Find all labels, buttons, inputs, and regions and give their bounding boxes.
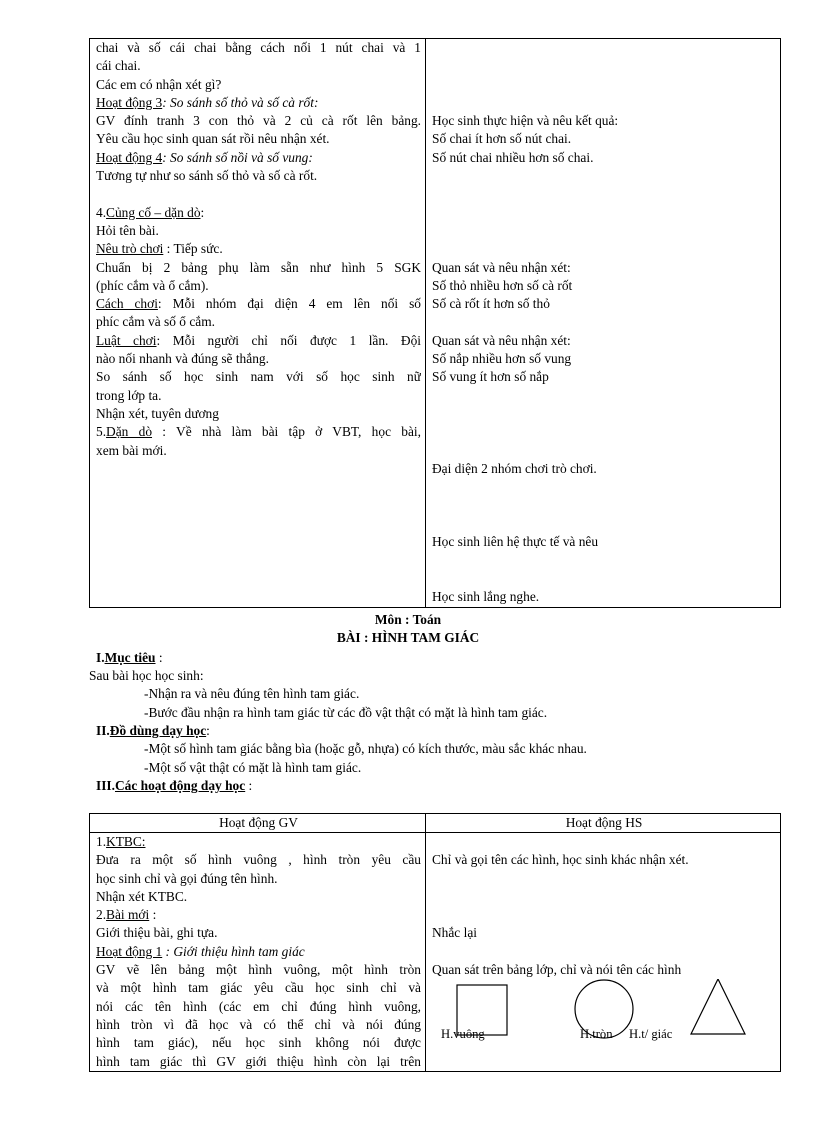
- text-line: Nhắc lại: [432, 925, 477, 941]
- underlined-text: Dặn dò: [106, 424, 153, 440]
- text-line: [432, 204, 776, 222]
- text-line: [432, 888, 776, 906]
- text-line: Số chai ít hơn số nút chai.: [432, 131, 572, 147]
- text-line: Hỏi tên bài.: [96, 222, 159, 238]
- text-line: Giới thiệu bài, ghi tựa.: [96, 925, 218, 941]
- activity-table-continued: [89, 38, 781, 608]
- underlined-text: Hoạt động 4: [96, 149, 163, 165]
- section-colon: :: [155, 650, 163, 665]
- italic-text: : So sánh số thỏ và số cà rốt:: [162, 94, 319, 110]
- section-colon: :: [206, 723, 210, 738]
- underlined-text: Bài mới: [106, 907, 150, 923]
- text-line: [432, 870, 776, 888]
- inline-text: :: [149, 907, 157, 923]
- text-line: [432, 515, 776, 533]
- section-colon: :: [245, 778, 253, 793]
- inline-text: :: [200, 204, 205, 220]
- triangle-shape: [691, 979, 745, 1034]
- text-line: (phíc cắm và ổ cắm).: [96, 277, 209, 293]
- text-line: Số nắp nhiều hơn số vung: [432, 351, 572, 367]
- underlined-text: KTBC:: [106, 834, 146, 849]
- text-line: Đại diện 2 nhóm chơi trò chơi.: [432, 460, 597, 476]
- inline-text: 5.: [96, 424, 107, 440]
- text-line: [432, 551, 776, 569]
- text-line: [96, 94, 421, 112]
- text-line: [96, 185, 421, 203]
- inline-text: : Tiếp sức.: [163, 241, 223, 257]
- teacher-activity-lines: [96, 39, 421, 460]
- text-line: Nhận xét, tuyên dương: [96, 405, 219, 421]
- text-line: [96, 906, 421, 924]
- student-activity-cell: [426, 39, 781, 608]
- text-line: phíc cắm và số ổ cắm.: [96, 314, 215, 330]
- header-teacher-activity: Hoạt động GV: [90, 814, 426, 833]
- inline-text: 1.: [96, 834, 107, 849]
- text-line: [96, 332, 421, 350]
- text-line: Nhận xét KTBC.: [96, 888, 188, 904]
- text-line: [432, 570, 776, 588]
- text-line: xem bài mới.: [96, 442, 167, 458]
- teacher-activity-lines: [96, 833, 421, 1071]
- text-line: [96, 240, 421, 258]
- text-line: và một hình tam giác yêu cầu học sinh chỉ và: [96, 980, 421, 996]
- underlined-text: Hoạt động 1: [96, 943, 163, 959]
- underlined-text: Cách chơi: [96, 296, 158, 312]
- text-line: trong lớp ta.: [96, 387, 162, 403]
- text-line: [432, 39, 776, 57]
- text-line: Số nút chai nhiều hơn số chai.: [432, 149, 594, 165]
- student-activity-lines: [432, 39, 776, 606]
- text-line: [96, 295, 421, 313]
- circle-label: H.tròn: [580, 1027, 613, 1042]
- text-line: Chuẩn bị 2 bảng phụ làm sẵn như hình 5 SGK: [96, 259, 421, 275]
- material-item: -Một số hình tam giác bằng bìa (hoặc gỗ, nhựa) có kích thước, màu sắc khác nhau.: [144, 741, 587, 756]
- section-title: Các hoạt động dạy học: [114, 778, 246, 793]
- student-activity-cell: [426, 833, 781, 1072]
- text-line: [432, 442, 776, 460]
- text-line: [432, 57, 776, 75]
- text-line: nào nối nhanh và đúng sẽ thắng.: [96, 351, 269, 367]
- text-line: Quan sát và nêu nhận xét:: [432, 332, 571, 348]
- text-line: nói các tên hình (các em chỉ đúng hình vuông,: [96, 998, 421, 1014]
- text-line: Đưa ra một số hình vuông , hình tròn yêu cầu: [96, 852, 421, 868]
- text-line: Quan sát và nêu nhận xét:: [432, 259, 571, 275]
- inline-text: : Về nhà làm bài tập ở VBT, học bài,: [152, 424, 421, 440]
- lesson-title: BÀI : HÌNH TAM GIÁC: [336, 630, 480, 645]
- text-line: [432, 833, 776, 851]
- text-line: [432, 185, 776, 203]
- teacher-activity-cell: [90, 833, 426, 1072]
- subject-label: Môn : Toán: [374, 612, 442, 627]
- section-activities-heading: [96, 777, 252, 794]
- material-item: -Một số vật thật có mặt là hình tam giác.: [144, 760, 362, 775]
- text-line: Học sinh liên hệ thực tế và nêu: [432, 534, 599, 550]
- student-activity-lines: [432, 833, 776, 979]
- triangle-label: H.t/ giác: [629, 1027, 673, 1042]
- text-line: [432, 222, 776, 240]
- text-line: [432, 240, 776, 258]
- underlined-text: Nêu trò chơi: [96, 241, 164, 257]
- inline-text: 4.: [96, 204, 107, 220]
- text-line: chai và số cái chai bằng cách nối 1 nút chai và 1: [96, 40, 421, 55]
- text-line: [432, 478, 776, 496]
- text-line: [432, 387, 776, 405]
- text-line: [432, 496, 776, 514]
- inline-text: 2.: [96, 907, 107, 923]
- text-line: [96, 204, 421, 222]
- objectives-intro: Sau bài học học sinh:: [89, 668, 204, 683]
- italic-text: : So sánh số nồi và số vung:: [162, 149, 313, 165]
- text-line: Chỉ và gọi tên các hình, học sinh khác nhận xét.: [432, 852, 689, 868]
- text-line: hình tam giác thì GV giới thiệu hình còn lại trên: [96, 1053, 421, 1069]
- text-line: [432, 906, 776, 924]
- underlined-text: Hoạt động 3: [96, 94, 163, 110]
- inline-text: : Mỗi nhóm đại diện 4 em lên nối số: [157, 296, 421, 312]
- text-line: Số thỏ nhiều hơn số cà rốt: [432, 277, 573, 293]
- text-line: Các em có nhận xét gì?: [96, 76, 222, 92]
- activity-table: [89, 813, 781, 1072]
- text-line: Yêu cầu học sinh quan sát rồi nêu nhận xét.: [96, 131, 330, 147]
- text-line: [432, 943, 776, 961]
- section-objectives-heading: [96, 649, 163, 666]
- underlined-text: Luật chơi: [96, 332, 157, 348]
- square-label: H.vuông: [441, 1027, 485, 1042]
- section-number: III.: [96, 778, 115, 793]
- shape-figures: [432, 979, 776, 1049]
- text-line: [432, 423, 776, 441]
- section-title: Mục tiêu: [104, 650, 156, 665]
- section-number: II.: [96, 723, 110, 738]
- objective-item: -Nhận ra và nêu đúng tên hình tam giác.: [144, 686, 360, 701]
- text-line: Số vung ít hơn số nắp: [432, 369, 549, 385]
- objective-item: -Bước đầu nhận ra hình tam giác từ các đồ vật thật có mặt là hình tam giác.: [144, 705, 548, 720]
- section-materials-heading: [96, 722, 210, 739]
- text-line: [432, 405, 776, 423]
- text-line: [432, 167, 776, 185]
- text-line: Học sinh thực hiện và nêu kết quả:: [432, 113, 619, 129]
- text-line: hình tròn vì đã học và có thể chỉ và nói đúng: [96, 1016, 421, 1032]
- text-line: [96, 149, 421, 167]
- text-line: [432, 76, 776, 94]
- italic-text: : Giới thiệu hình tam giác: [162, 943, 305, 959]
- section-title: Đồ dùng dạy học: [109, 723, 207, 738]
- underlined-text: Củng cố – dặn dò: [106, 204, 201, 220]
- text-line: học sinh chỉ và gọi đúng tên hình.: [96, 870, 278, 886]
- text-line: GV đính tranh 3 con thỏ và 2 củ cà rốt lên bảng.: [96, 113, 421, 129]
- text-line: Tương tự như so sánh số thỏ và số cà rốt.: [96, 168, 318, 184]
- text-line: cái chai.: [96, 58, 141, 74]
- text-line: Học sinh lắng nghe.: [432, 588, 540, 604]
- text-line: hình tam giác), nếu học sinh không nói được: [96, 1035, 421, 1051]
- text-line: So sánh số học sinh nam với số học sinh nữ: [96, 369, 421, 385]
- teacher-activity-cell: [90, 39, 426, 608]
- section-number: I.: [96, 650, 105, 665]
- text-line: Số cà rốt ít hơn số thỏ: [432, 296, 550, 312]
- text-line: [432, 94, 776, 112]
- text-line: [96, 943, 421, 961]
- text-line: GV vẽ lên bảng một hình vuông, một hình tròn: [96, 962, 421, 978]
- inline-text: : Mỗi người chỉ nối được 1 lần. Đội: [156, 332, 421, 348]
- header-student-activity: Hoạt động HS: [426, 814, 781, 833]
- text-line: [96, 423, 421, 441]
- text-line: Quan sát trên bảng lớp, chỉ và nói tên các hình: [432, 962, 682, 978]
- text-line: [96, 833, 421, 851]
- text-line: [432, 313, 776, 331]
